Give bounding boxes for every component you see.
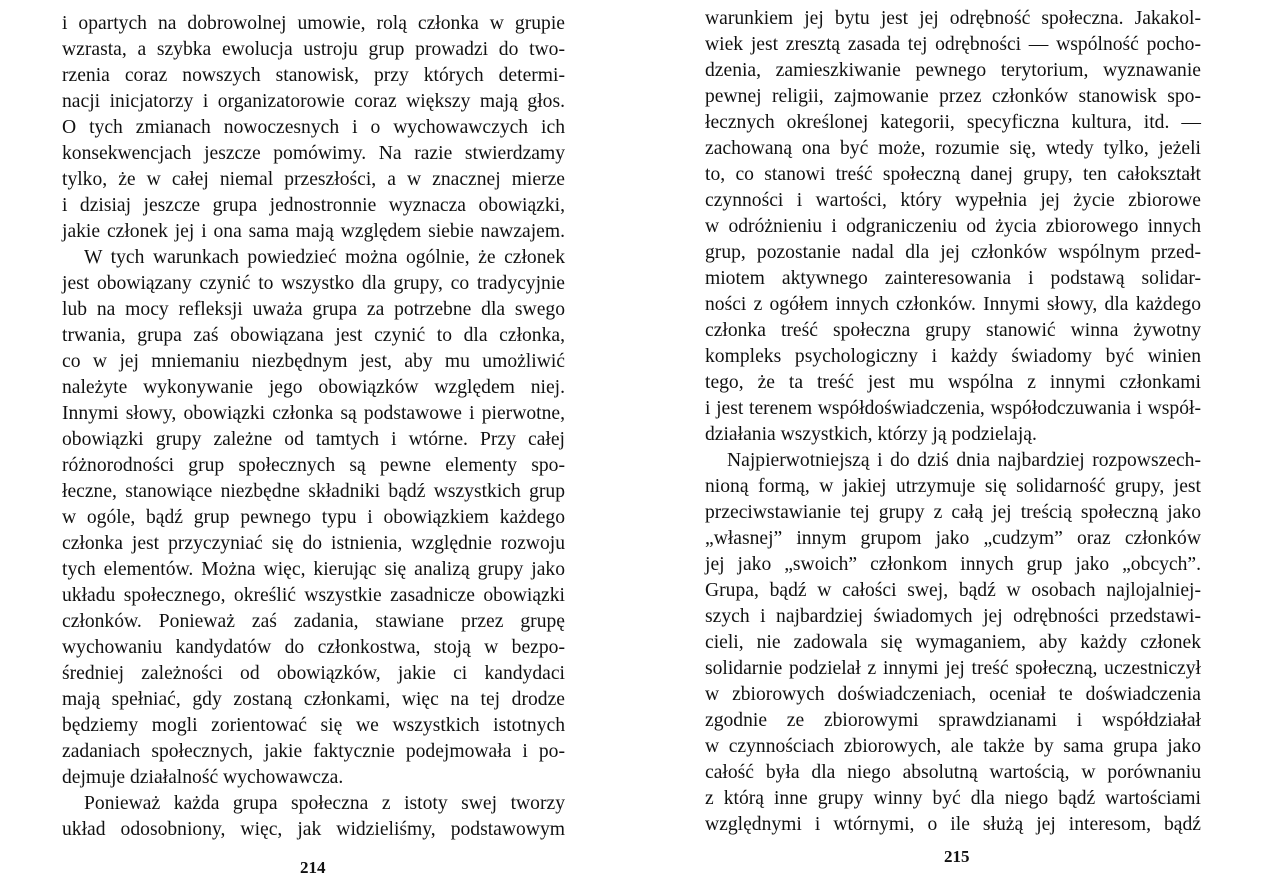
text-line: miotem aktywnego zainteresowania i podstawą solidar- [705, 268, 1201, 289]
text-line: będziemy mogli zorientować się we wszystkich istotnych [62, 715, 565, 736]
text-line: dzenia, zamieszkiwanie pewnego terytorium, wyznawanie [705, 60, 1201, 81]
text-line: i opartych na dobrowolnej umowie, rolą członka w grupie [62, 13, 565, 34]
text-line: Grupa, bądź w całości swej, bądź w osobach najlojalniej- [705, 580, 1201, 601]
text-line: tego, że ta treść jest mu wspólna z innymi członkami [705, 372, 1201, 393]
text-line: i jest terenem współdoświadczenia, współodczuwania i współ- [705, 398, 1201, 419]
text-line: układ odosobniony, więc, jak widzieliśmy, podstawowym [62, 819, 565, 840]
text-line: członka treść społeczna grupy stanowić winna żywotny [705, 320, 1201, 341]
text-line: w zbiorowych doświadczeniach, oceniał te doświadczenia [705, 684, 1201, 705]
text-line: zadaniach społecznych, jakie faktycznie podejmowała i po- [62, 741, 565, 762]
text-line: całość była dla niego absolutną wartością, w porównaniu [705, 762, 1201, 783]
text-line: lub na mocy refleksji uważa grupa za potrzebne dla swego [62, 299, 565, 320]
paragraph-last-line: działania wszystkich, którzy ją podzielają. [705, 424, 1037, 445]
text-line: mają spełniać, gdy zostaną członkami, więc na tej drodze [62, 689, 565, 710]
text-line: układu społecznego, określić wszystkie zasadnicze obowiązki [62, 585, 565, 606]
text-line: łeczne, stanowiące niezbędne składniki bądź wszystkich grup [62, 481, 565, 502]
text-line: należyte wykonywanie jego obowiązków względem niej. [62, 377, 565, 398]
text-line: nioną formą, w jakiej utrzymuje się solidarność grupy, jest [705, 476, 1201, 497]
paragraph-first-line: W tych warunkach powiedzieć można ogólnie, że członek [84, 247, 565, 268]
text-line: różnorodności grup społecznych są pewne elementy spo- [62, 455, 565, 476]
text-line: O tych zmianach nowoczesnych i o wychowawczych ich [62, 117, 565, 138]
text-line: i dzisiaj jeszcze grupa jednostronnie wyznacza obowiązki, [62, 195, 565, 216]
text-line: wiek jest zresztą zasada tej odrębności — wspólność pocho- [705, 34, 1201, 55]
text-line: tych elementów. Można więc, kierując się analizą grupy jako [62, 559, 565, 580]
text-line: w czynnościach zbiorowych, ale także by sama grupa jako [705, 736, 1201, 757]
text-line: wzrasta, a szybka ewolucja ustroju grup prowadzi do two- [62, 39, 565, 60]
text-line: Innymi słowy, obowiązki członka są podstawowe i pierwotne, [62, 403, 565, 424]
text-line: przeciwstawianie tej grupy z całą jej treścią społeczną jako [705, 502, 1201, 523]
paragraph-first-line: Najpierwotniejszą i do dziś dnia najbardziej rozpowszech- [727, 450, 1201, 471]
page-number: 214 [300, 858, 326, 877]
text-line: średniej zależności od obowiązków, jakie ci kandydaci [62, 663, 565, 684]
text-line: konsekwencjach jeszcze pomówimy. Na razie stwierdzamy [62, 143, 565, 164]
text-line: warunkiem jej bytu jest jej odrębność społeczna. Jakakol- [705, 8, 1201, 29]
text-line: względnymi i wtórnymi, o ile służą jej interesom, bądź [705, 814, 1201, 835]
text-line: co w jej mniemaniu niezbędnym jest, aby mu umożliwić [62, 351, 565, 372]
text-line: kompleks psychologiczny i każdy świadomy być winien [705, 346, 1201, 367]
text-line: wychowaniu kandydatów do członkostwa, stoją w bezpo- [62, 637, 565, 658]
text-line: z którą inne grupy winny być dla niego bądź wartościami [705, 788, 1201, 809]
text-line: solidarnie podzielał z innymi jej treść społeczną, uczestniczył [705, 658, 1201, 679]
text-line: grup, pozostanie nadal dla jej członków wspólnym przed- [705, 242, 1201, 263]
paragraph-first-line: Ponieważ każda grupa społeczna z istoty swej tworzy [84, 793, 565, 814]
text-line: pewnej religii, zajmowanie przez członków stanowisk spo- [705, 86, 1201, 107]
text-line: łecznych określonej kategorii, specyficzna kultura, itd. — [705, 112, 1201, 133]
text-line: w odróżnieniu i odgraniczeniu od życia zbiorowego innych [705, 216, 1201, 237]
text-line: to, co stanowi treść społeczną danej grupy, ten całokształt [705, 164, 1201, 185]
text-line: nacji inicjatorzy i organizatorowie coraz większy mają głos. [62, 91, 565, 112]
text-line: zachowaną ona być może, rozumie się, wtedy tylko, jeżeli [705, 138, 1201, 159]
text-line: tylko, że w całej niemal przeszłości, a w znacznej mierze [62, 169, 565, 190]
text-line: członka jest przyczyniać się do istnienia, względnie rozwoju [62, 533, 565, 554]
text-line: rzenia coraz nowszych stanowisk, przy których determi- [62, 65, 565, 86]
text-line: jakie członek jej i ona sama mają względem siebie nawzajem. [62, 221, 565, 242]
text-line: cieli, nie zadowala się wymaganiem, aby każdy członek [705, 632, 1201, 653]
text-line: członków. Ponieważ zaś zadania, stawiane przez grupę [62, 611, 565, 632]
text-line: ności z ogółem innych członków. Innymi słowy, dla każdego [705, 294, 1201, 315]
text-line: trwania, grupa zaś obowiązana jest czynić to dla członka, [62, 325, 565, 346]
text-line: szych i najbardziej świadomych jej odrębności przedstawi- [705, 606, 1201, 627]
text-line: jej jako „swoich” członkom innych grup jako „obcych”. [705, 554, 1201, 575]
paragraph-last-line: dejmuje działalność wychowawcza. [62, 767, 344, 788]
text-line: jest obowiązany czynić to wszystko dla grupy, co tradycyjnie [62, 273, 565, 294]
page-number: 215 [944, 847, 970, 866]
text-line: w ogóle, bądź grup pewnego typu i obowiązkiem każdego [62, 507, 565, 528]
text-line: „własnej” innym grupom jako „cudzym” oraz członków [705, 528, 1201, 549]
text-line: zgodnie ze zbiorowymi sprawdzianami i współdziałał [705, 710, 1201, 731]
text-line: obowiązki grupy zależne od tamtych i wtórne. Przy całej [62, 429, 565, 450]
text-line: czynności i wartości, który wypełnia jej życie zbiorowe [705, 190, 1201, 211]
